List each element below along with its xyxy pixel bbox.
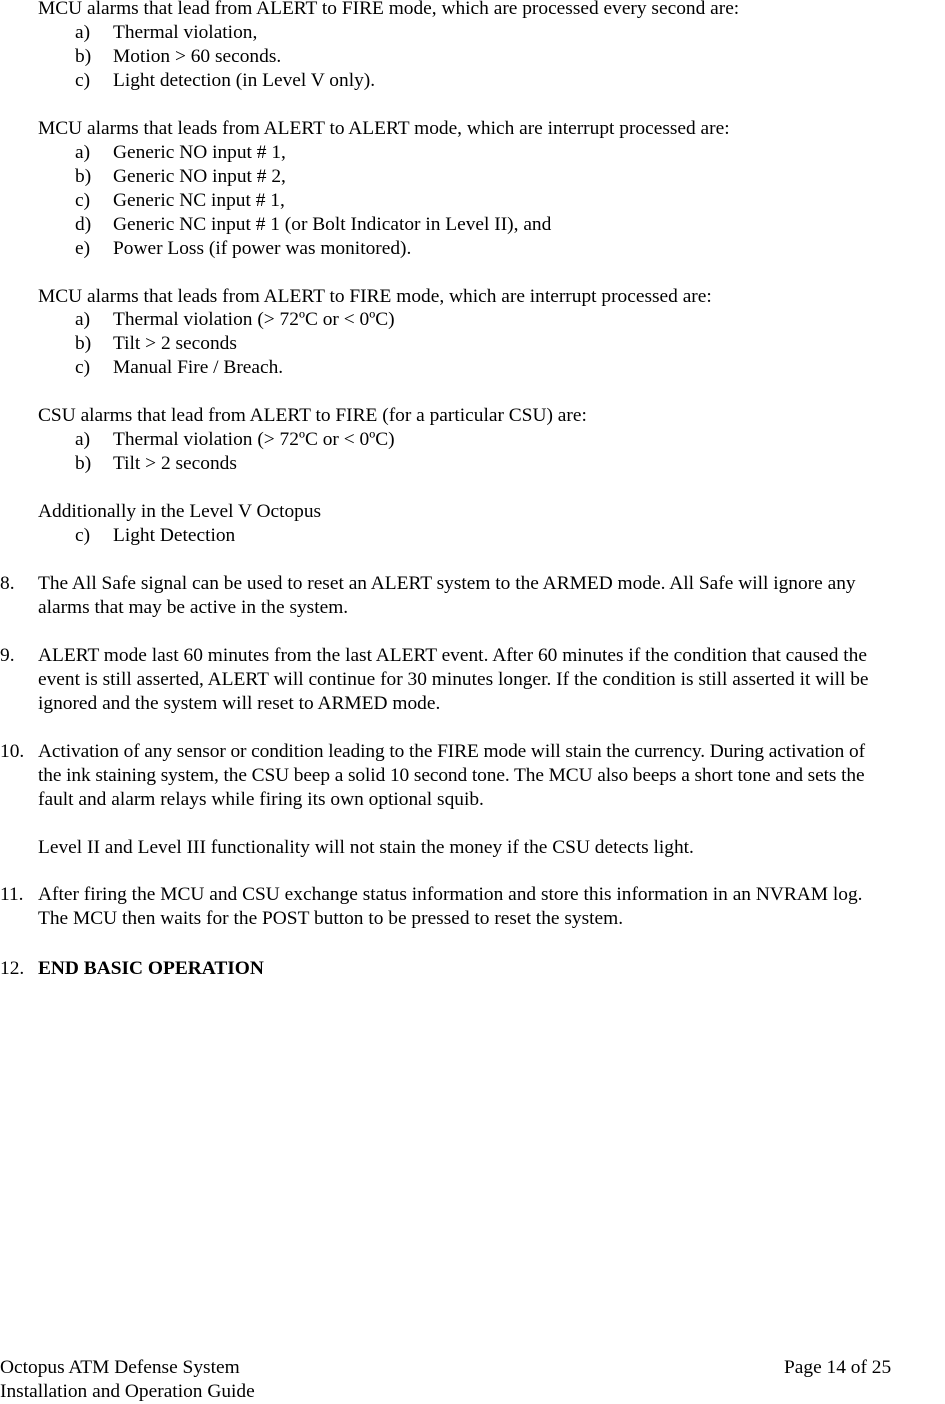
section-end-heading: END BASIC OPERATION [38,958,264,979]
list-item: Generic NC input # 1, [113,190,285,211]
paragraph-line: The All Safe signal can be used to reset an ALERT system to the ARMED mode. All Safe will ignore any [38,573,856,594]
list-item: Tilt > 2 seconds [113,333,237,354]
item-number: 8. [0,573,15,594]
list-item: Motion > 60 seconds. [113,46,282,67]
footer-subtitle: Installation and Operation Guide [0,1381,255,1402]
list-item-label: e) [75,238,91,259]
item-number: 10. [0,741,25,762]
list-item: Light Detection [113,525,236,546]
list-item: Generic NO input # 2, [113,166,286,187]
list-item-label: a) [75,22,91,43]
list-item-label: c) [75,525,91,546]
item-number: 12. [0,958,25,979]
footer-title: Octopus ATM Defense System [0,1357,240,1378]
list-item-label: b) [75,46,92,67]
list-item: Thermal violation, [113,22,258,43]
paragraph-line: the ink staining system, the CSU beep a solid 10 second tone. The MCU also beeps a short tone and sets the [38,765,865,786]
paragraph-line: After firing the MCU and CSU exchange status information and store this information in an NVRAM log. [38,884,863,905]
item-number: 11. [0,884,24,905]
paragraph-line: event is still asserted, ALERT will continue for 30 minutes longer. If the condition is still asserted it will be [38,669,869,690]
list-item: Power Loss (if power was monitored). [113,238,412,259]
item-number: 9. [0,645,15,666]
paragraph-line: fault and alarm relays while firing its own optional squib. [38,789,484,810]
section-3-intro: MCU alarms that leads from ALERT to FIRE mode, which are interrupt processed are: [38,286,712,307]
paragraph-line: ignored and the system will reset to ARMED mode. [38,693,441,714]
list-item-label: c) [75,70,91,91]
page-number: Page 14 of 25 [784,1357,892,1378]
list-item: Generic NO input # 1, [113,142,286,163]
list-item-label: b) [75,166,92,187]
list-item-label: c) [75,190,91,211]
paragraph-line: The MCU then waits for the POST button to be pressed to reset the system. [38,908,624,929]
list-item: Thermal violation (> 72ºC or < 0ºC) [113,429,395,450]
list-item-label: a) [75,429,91,450]
list-item: Thermal violation (> 72ºC or < 0ºC) [113,309,395,330]
paragraph-note: Level II and Level III functionality will not stain the money if the CSU detects light. [38,837,694,858]
section-5-intro: Additionally in the Level V Octopus [38,501,322,522]
list-item-label: b) [75,453,92,474]
list-item-label: c) [75,357,91,378]
list-item-label: b) [75,333,92,354]
list-item-label: d) [75,214,92,235]
list-item-label: a) [75,142,91,163]
paragraph-line: Activation of any sensor or condition leading to the FIRE mode will stain the currency. During activation of [38,741,865,762]
list-item: Light detection (in Level V only). [113,70,376,91]
paragraph-line: alarms that may be active in the system. [38,597,349,618]
list-item-label: a) [75,309,91,330]
list-item: Manual Fire / Breach. [113,357,284,378]
list-item: Generic NC input # 1 (or Bolt Indicator in Level II), and [113,214,552,235]
paragraph-line: ALERT mode last 60 minutes from the last ALERT event. After 60 minutes if the condition that caused the [38,645,867,666]
section-1-intro: MCU alarms that lead from ALERT to FIRE mode, which are processed every second are: [38,0,740,19]
section-2-intro: MCU alarms that leads from ALERT to ALERT mode, which are interrupt processed are: [38,118,730,139]
list-item: Tilt > 2 seconds [113,453,237,474]
section-4-intro: CSU alarms that lead from ALERT to FIRE (for a particular CSU) are: [38,405,587,426]
